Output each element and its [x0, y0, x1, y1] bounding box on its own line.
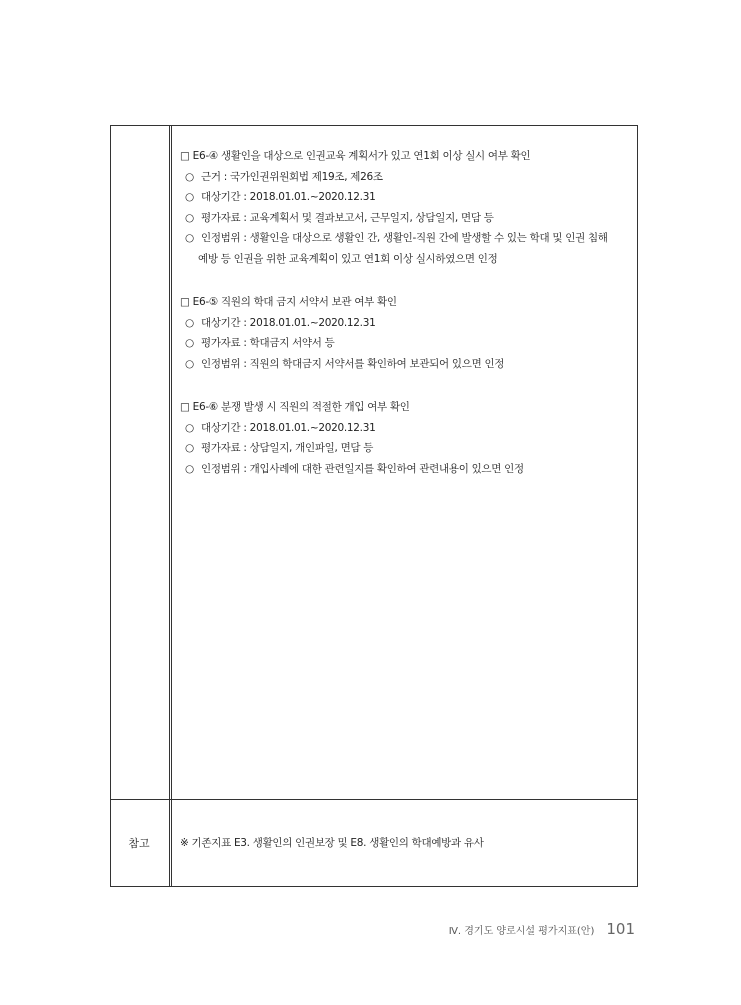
circle-bullet-icon: ○ — [185, 211, 194, 224]
item-text: 인정범위 : 생활인을 대상으로 생활인 간, 생활인-직원 간에 발생할 수 있는 학대 및 인권 침해 — [201, 232, 608, 244]
list-item — [180, 313, 630, 334]
circle-bullet-icon: ○ — [185, 191, 194, 203]
list-item — [180, 418, 630, 439]
section-e6-5 — [180, 292, 630, 374]
reference-label: 참고 — [128, 837, 150, 850]
item-text: 대상기간 : 2018.01.01.~2020.12.31 — [201, 421, 376, 434]
circle-bullet-icon: ○ — [185, 357, 194, 370]
item-text: 평가자료 : 학대금지 서약서 등 — [201, 337, 335, 349]
circle-bullet-icon: ○ — [185, 421, 194, 434]
item-text: 대상기간 : 2018.01.01.~2020.12.31 — [201, 191, 376, 203]
circle-bullet-icon: ○ — [185, 316, 194, 329]
list-item — [180, 354, 630, 375]
list-item — [180, 187, 630, 208]
column-divider — [169, 126, 172, 886]
section-heading: □ E6-⑥ 분쟁 발생 시 직원의 적절한 개입 여부 확인 — [180, 401, 410, 413]
list-item — [180, 333, 630, 354]
section-e6-4 — [180, 146, 630, 269]
page-number: 101 — [606, 920, 635, 938]
item-text: 인정범위 : 직원의 학대금지 서약서를 확인하여 보관되어 있으면 인정 — [201, 357, 505, 370]
item-text-continued: 예방 등 인권을 위한 교육계획이 있고 연1회 이상 실시하였으면 인정 — [198, 252, 498, 265]
list-item — [180, 228, 630, 269]
list-item — [180, 438, 630, 459]
reference-text: ※ 기존지표 E3. 생활인의 인권보장 및 E8. 생활인의 학대예방과 유사 — [180, 837, 484, 849]
list-item — [180, 459, 630, 480]
item-text: 평가자료 : 교육계획서 및 결과보고서, 근무일지, 상담일지, 면담 등 — [201, 211, 494, 224]
list-item — [180, 167, 630, 188]
item-text: 근거 : 국가인권위원회법 제19조, 제26조 — [201, 170, 383, 183]
circle-bullet-icon: ○ — [185, 337, 194, 349]
circle-bullet-icon: ○ — [185, 462, 194, 475]
item-text: 대상기간 : 2018.01.01.~2020.12.31 — [201, 316, 376, 329]
footer-title: Ⅳ. 경기도 양로시설 평가지표(안) — [448, 926, 595, 937]
list-item — [180, 208, 630, 229]
page-footer — [449, 920, 635, 938]
circle-bullet-icon: ○ — [185, 232, 194, 244]
circle-bullet-icon: ○ — [185, 442, 194, 454]
item-text: 평가자료 : 상담일지, 개인파일, 면담 등 — [201, 442, 374, 454]
section-e6-6 — [180, 397, 630, 479]
section-heading: □ E6-⑤ 직원의 학대 금지 서약서 보관 여부 확인 — [180, 296, 397, 308]
circle-bullet-icon: ○ — [185, 170, 194, 183]
indicator-content — [180, 146, 630, 502]
item-text: 인정범위 : 개입사례에 대한 관련일지를 확인하여 관련내용이 있으면 인정 — [201, 462, 524, 475]
section-heading: □ E6-④ 생활인을 대상으로 인권교육 계획서가 있고 연1회 이상 실시 여부 확인 — [180, 150, 531, 162]
row-divider — [111, 799, 637, 800]
